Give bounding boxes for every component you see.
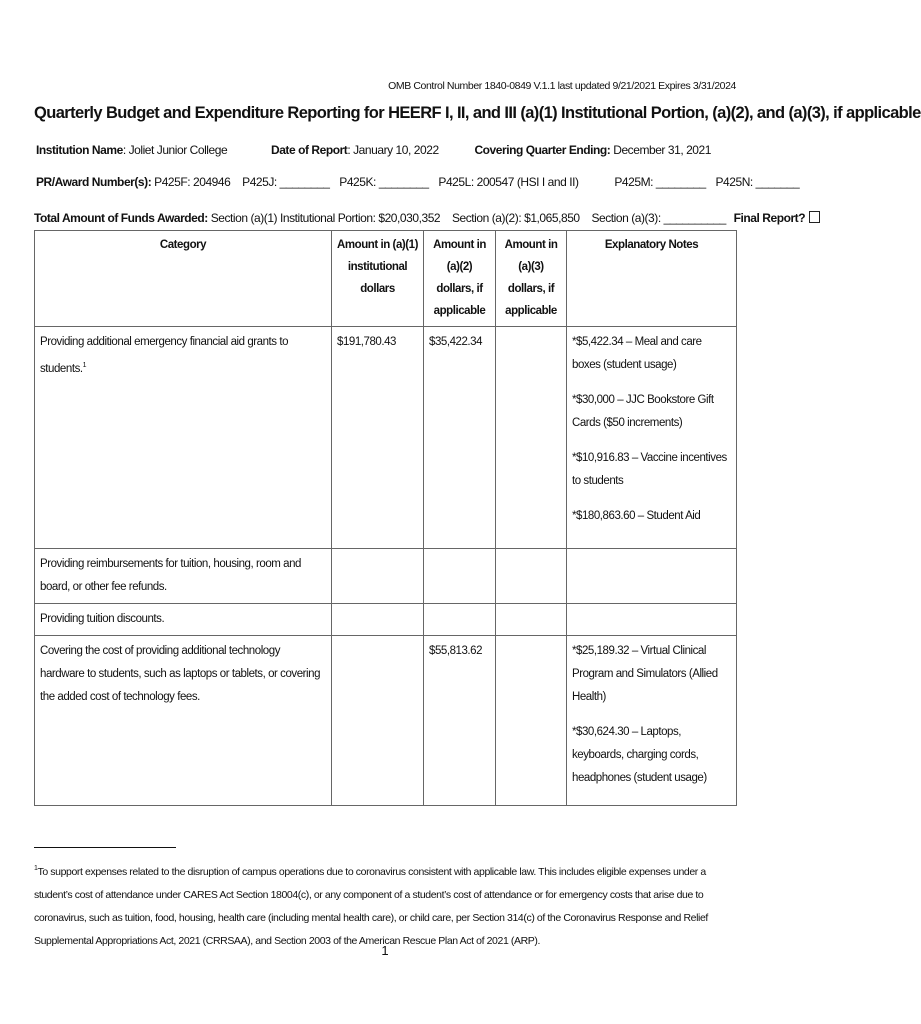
total-funds-label: Total Amount of Funds Awarded: [34, 211, 208, 225]
final-report-label: Final Report? [733, 211, 806, 225]
covering-quarter-label: Covering Quarter Ending: [474, 143, 611, 157]
award-p425n: P425N: _______ [715, 175, 800, 189]
category-cell: Providing reimbursements for tuition, housing, room and board, or other fee refunds. [35, 549, 332, 604]
note-item: *$25,189.32 – Virtual Clinical Program and Simulators (Allied Health) [572, 645, 718, 703]
notes-cell [567, 604, 737, 636]
final-report-checkbox[interactable] [809, 211, 820, 223]
notes-cell [567, 549, 737, 604]
note-item: *$180,863.60 – Student Aid [572, 510, 701, 522]
institution-name-label: Institution Name [36, 143, 123, 157]
note-item: *$30,624.30 – Laptops, keyboards, charging cords, headphones (student usage) [572, 726, 707, 784]
award-p425f: P425F: 204946 [151, 175, 231, 189]
table-header-row [35, 231, 737, 327]
table-row [35, 636, 737, 806]
total-funds-a1: Section (a)(1) Institutional Portion: $20,030,352 [207, 211, 441, 225]
institution-info-row [36, 143, 711, 157]
footnote-divider [34, 847, 176, 848]
amount-a2-cell [424, 604, 496, 636]
table-row [35, 604, 737, 636]
amount-a3-cell [496, 327, 567, 549]
date-of-report-value: : January 10, 2022 [347, 143, 439, 157]
total-funds-a3: Section (a)(3): __________ [591, 211, 726, 225]
footnote [34, 857, 740, 953]
award-p425k: P425K: ________ [339, 175, 429, 189]
notes-cell [567, 327, 737, 549]
omb-control-line: OMB Control Number 1840-0849 V.1.1 last updated 9/21/2021 Expires 3/31/2024 [388, 80, 736, 92]
amount-a1-cell [332, 636, 424, 806]
amount-a1-cell [332, 604, 424, 636]
header-explanatory-notes: Explanatory Notes [567, 231, 737, 327]
header-amount-a2: Amount in (a)(2) dollars, if applicable [424, 231, 496, 327]
date-of-report-label: Date of Report [270, 143, 348, 157]
amount-a2-cell [424, 549, 496, 604]
award-p425l: P425L: 200547 (HSI I and II) [438, 175, 579, 189]
amount-a2-cell: $55,813.62 [424, 636, 496, 806]
footnote-text: To support expenses related to the disruption of campus operations due to coronavirus consistent with applicable law. This includes eligible expenses under a student’s cost of attendance under CARES Act Section 18004(c), or any component of a student’s cost of attendance or for emergency costs that arise due to coronavirus, such as tuition, food, housing, health care (including mental health care), or child care, per Section 314(c) of the Coronavirus Response and Relief Supplemental Appropriations Act, 2021 (CRRSAA), and Section 2003 of the American Rescue Plan Act of 2021 (ARP). [34, 866, 708, 947]
note-item: *$30,000 – JJC Bookstore Gift Cards ($50 increments) [572, 394, 714, 429]
amount-a3-cell [496, 636, 567, 806]
category-cell: Providing tuition discounts. [35, 604, 332, 636]
footnote-ref: 1 [82, 362, 87, 369]
category-cell: Covering the cost of providing additional technology hardware to students, such as laptops or tablets, or covering the added cost of technology fees. [35, 636, 332, 806]
header-amount-a3: Amount in (a)(3) dollars, if applicable [496, 231, 567, 327]
page-title: Quarterly Budget and Expenditure Reporting for HEERF I, II, and III (a)(1) Institutional Portion, (a)(2), and (a)(3), if applicable [34, 104, 921, 122]
covering-quarter-value: December 31, 2021 [610, 143, 711, 157]
amount-a3-cell [496, 604, 567, 636]
total-funds-row [34, 211, 820, 225]
award-numbers-row [36, 175, 799, 189]
budget-table [34, 230, 737, 806]
table-row [35, 549, 737, 604]
award-numbers-label: PR/Award Number(s): [36, 175, 152, 189]
note-item: *$10,916.83 – Vaccine incentives to students [572, 452, 727, 487]
note-item: *$5,422.34 – Meal and care boxes (student usage) [572, 336, 702, 371]
institution-name-value: : Joliet Junior College [122, 143, 228, 157]
footnote-marker: 1 [34, 865, 38, 872]
amount-a2-cell: $35,422.34 [424, 327, 496, 549]
category-cell: Providing additional emergency financial aid grants to students.$^1$ [35, 327, 332, 549]
amount-a1-cell [332, 549, 424, 604]
total-funds-a2: Section (a)(2): $1,065,850 [451, 211, 580, 225]
notes-cell [567, 636, 737, 806]
award-p425j: P425J: ________ [242, 175, 330, 189]
amount-a1-cell: $191,780.43 [332, 327, 424, 549]
header-amount-a1: Amount in (a)(1) institutional dollars [332, 231, 424, 327]
amount-a3-cell [496, 549, 567, 604]
award-p425m: P425M: ________ [614, 175, 706, 189]
table-row [35, 327, 737, 549]
header-category: Category [35, 231, 332, 327]
page-number: 1 [381, 943, 389, 958]
